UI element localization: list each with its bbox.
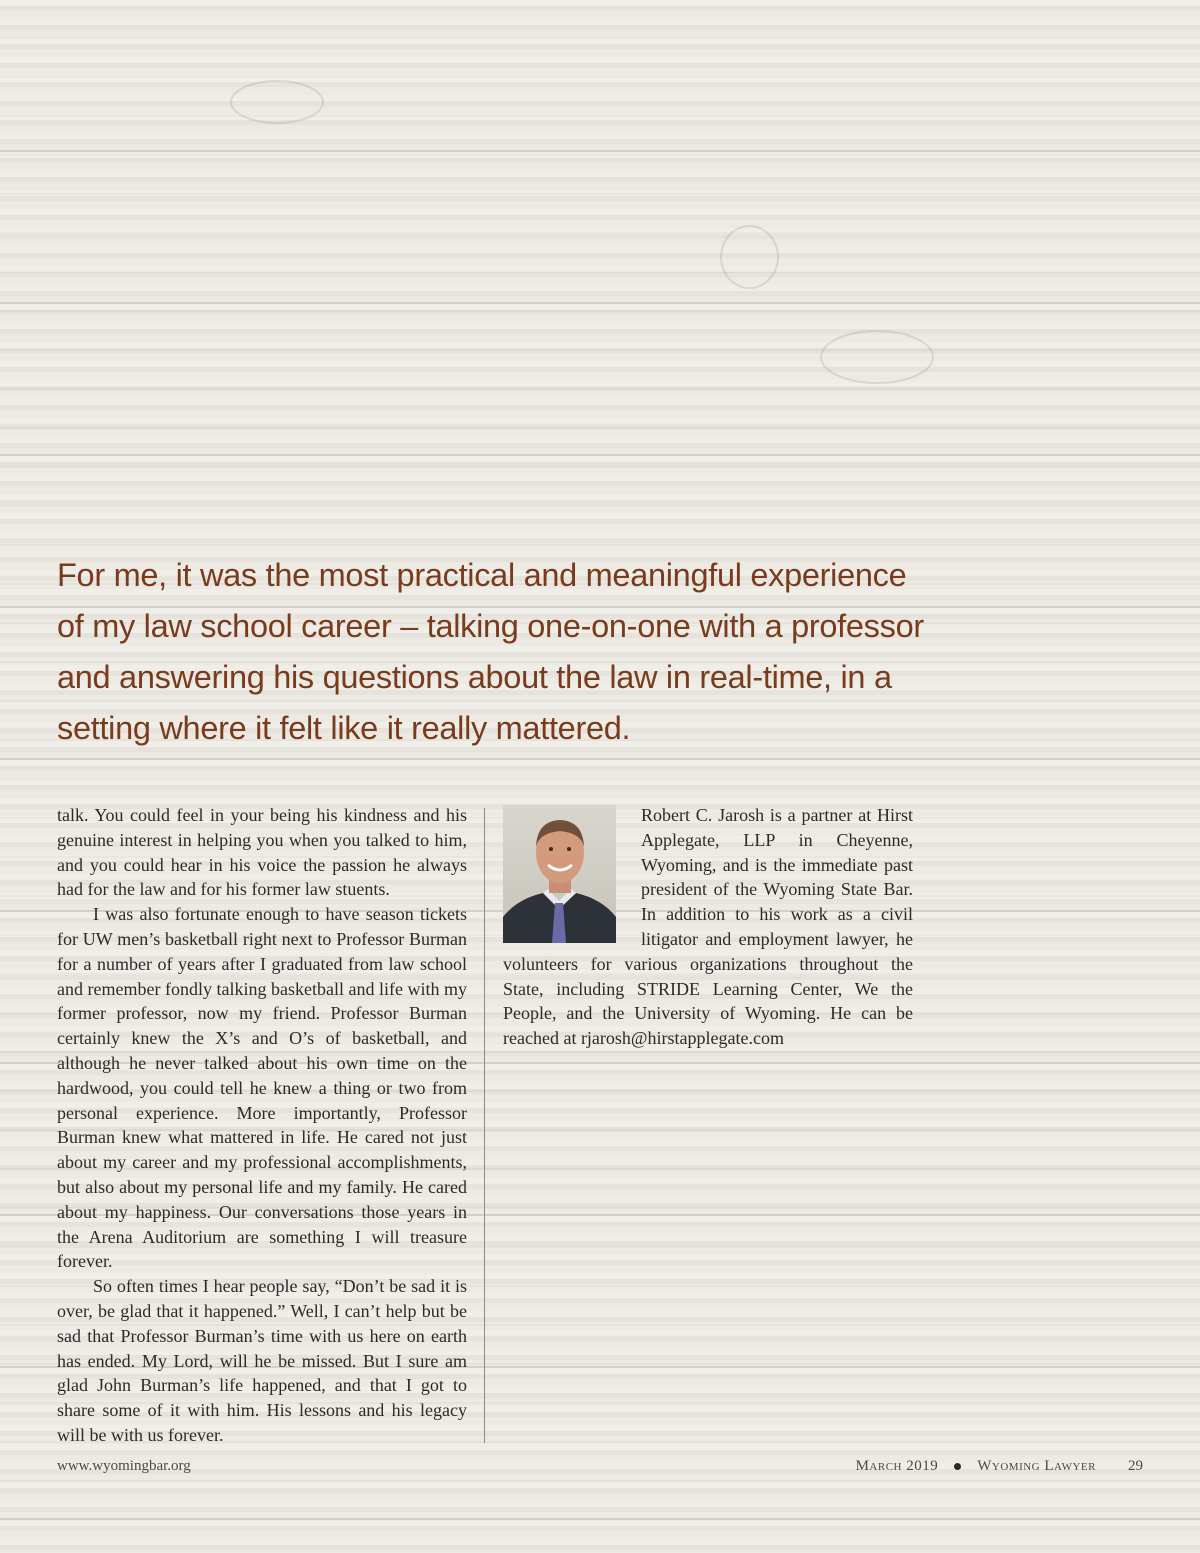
page-number: 29: [1128, 1458, 1143, 1474]
wood-knot-decoration: [820, 330, 934, 384]
author-bio-column: [503, 803, 913, 1051]
wood-knot-decoration: [720, 225, 779, 289]
bullet-separator-icon: [954, 1463, 961, 1470]
footer-publication-name: Wyoming Lawyer: [977, 1458, 1096, 1474]
column-divider: [484, 808, 485, 1443]
article-paragraph: So often times I hear people say, “Don’t be sad it is over, be glad that it happened.” Well, I can’t help but be sad that Professor Burman’s time with us here on earth has ended. My Lord, will he be missed. But I sure am glad John Burman’s life happened, and that I got to share some of it with him. His lessons and his legacy will be with us forever.: [57, 1276, 467, 1445]
article-body-column: [57, 803, 467, 1448]
pull-quote: For me, it was the most practical and meaningful experience of my law school career – talking one-on-one with a professor and answering his questions about the law in real-time, in a setting where it felt like it really mattered.: [57, 557, 924, 746]
author-bio: Robert C. Jarosh is a partner at Hirst Applegate, LLP in Cheyenne, Wyoming, and is the immediate past president of the Wyoming State Bar. In addition to his work as a civil litigator and employment lawyer, he volunteers for various organizations throughout the State, including STRIDE Learning Center, We the People, and the University of Wyoming. He can be reached at rjarosh@hirstapplegate.com: [503, 805, 913, 1049]
footer-issue-date: March 2019: [855, 1458, 939, 1474]
wood-knot-decoration: [230, 80, 324, 124]
footer-website: www.wyomingbar.org: [57, 1458, 191, 1474]
footer-publication-info: [856, 1458, 1143, 1475]
article-paragraph: I was also fortunate enough to have season tickets for UW men’s basketball right next to Professor Burman for a number of years after I graduated from law school and remember fondly talking basketball and life with my former professor, now my friend. Professor Burman certainly knew the X’s and O’s of basketball, and although he never talked about his own time on the hardwood, you could tell he knew a thing or two from personal experience. More importantly, Professor Burman knew what mattered in life. He cared not just about my career and my professional accomplishments, but also about my personal life and my family. He cared about my happiness. Our conversations those years in the Arena Auditorium are something I will treasure forever.: [57, 904, 467, 1272]
article-paragraph: talk. You could feel in your being his kindness and his genuine interest in helping you when you talked to him, and you could hear in his voice the passion he always had for the law and for his former law stuents.: [57, 805, 467, 900]
author-headshot: [503, 805, 616, 943]
